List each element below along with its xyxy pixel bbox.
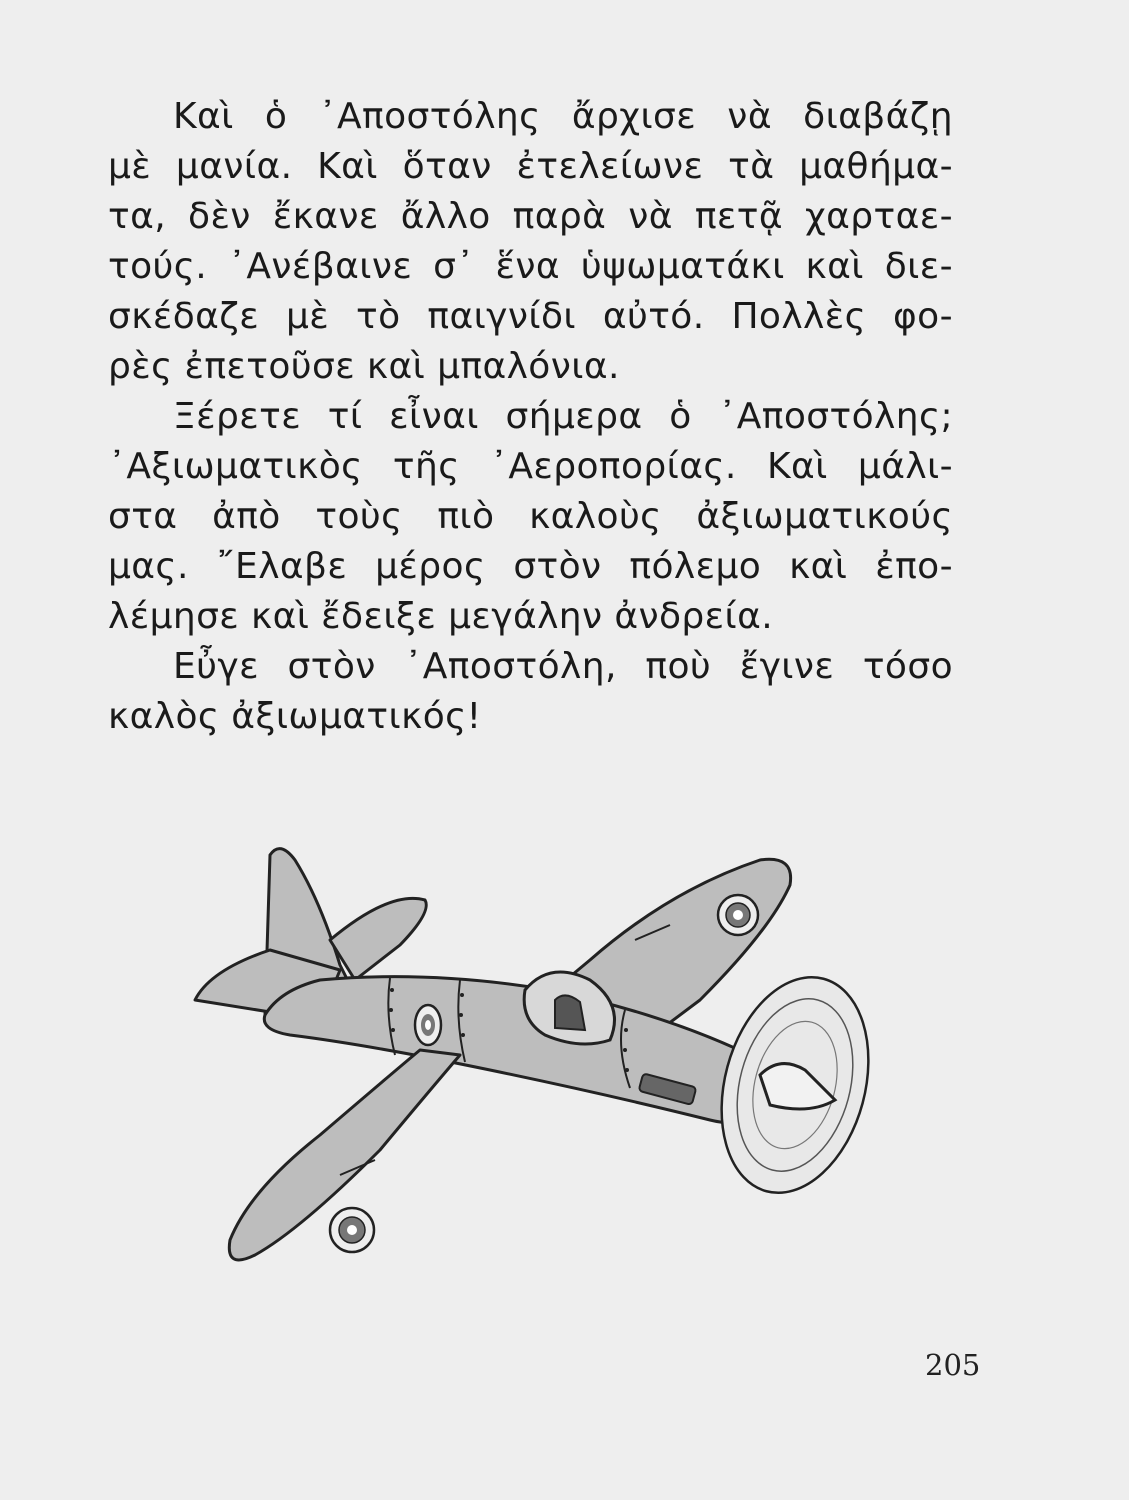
text-line: Ξέρετε τί εἶναι σήμερα ὁ ᾽Αποστόλης;	[173, 396, 953, 437]
text-line: καλὸς ἀξιωματικός!	[108, 696, 482, 737]
rivet	[391, 1028, 395, 1032]
page-number: 205	[925, 1348, 981, 1382]
text-line: τα, δὲν ἔκανε ἄλλο παρὰ νὰ πετᾷ χαρταε-	[108, 196, 953, 237]
rivet	[625, 1068, 629, 1072]
rivet	[461, 1033, 465, 1037]
rivet	[389, 1008, 393, 1012]
airplane-illustration	[170, 830, 870, 1300]
text-line: Καὶ ὁ ᾽Αποστόλης ἄρχισε νὰ διαβάζῃ	[173, 96, 953, 137]
rivet	[624, 1028, 628, 1032]
roundel-fuselage	[415, 1005, 441, 1045]
text-line: Εὖγε στὸν ᾽Αποστόλη, ποὺ ἔγινε τόσο	[173, 646, 953, 687]
text-line: ρὲς ἐπετοῦσε καὶ μπαλόνια.	[108, 346, 620, 387]
rivet	[460, 993, 464, 997]
text-line: μας. ῎Ελαβε μέρος στὸν πόλεμο καὶ ἐπο-	[108, 546, 953, 587]
tail-stabilizer-right	[330, 898, 426, 980]
rivet	[623, 1048, 627, 1052]
roundel-lower-wing	[330, 1208, 374, 1252]
roundel-upper-wing	[718, 895, 758, 935]
text-line: σκέδαζε μὲ τὸ παιγνίδι αὐτό. Πολλὲς φο-	[108, 296, 953, 337]
rivet	[459, 1013, 463, 1017]
text-line: στα ἀπὸ τοὺς πιὸ καλοὺς ἀξιωματικούς	[108, 496, 953, 537]
text-line: ᾽Αξιωματικὸς τῆς ᾽Αεροπορίας. Καὶ μάλι-	[108, 446, 953, 487]
text-line: λέμησε καὶ ἔδειξε μεγάλην ἀνδρεία.	[108, 596, 774, 637]
text-line: τούς. ᾽Ανέβαινε σ᾽ ἕνα ὑψωματάκι καὶ διε-	[108, 246, 953, 287]
rivet	[390, 988, 394, 992]
body-text	[108, 92, 953, 742]
text-line: μὲ μανία. Καὶ ὅταν ἐτελείωνε τὰ μαθήμα-	[108, 146, 953, 187]
